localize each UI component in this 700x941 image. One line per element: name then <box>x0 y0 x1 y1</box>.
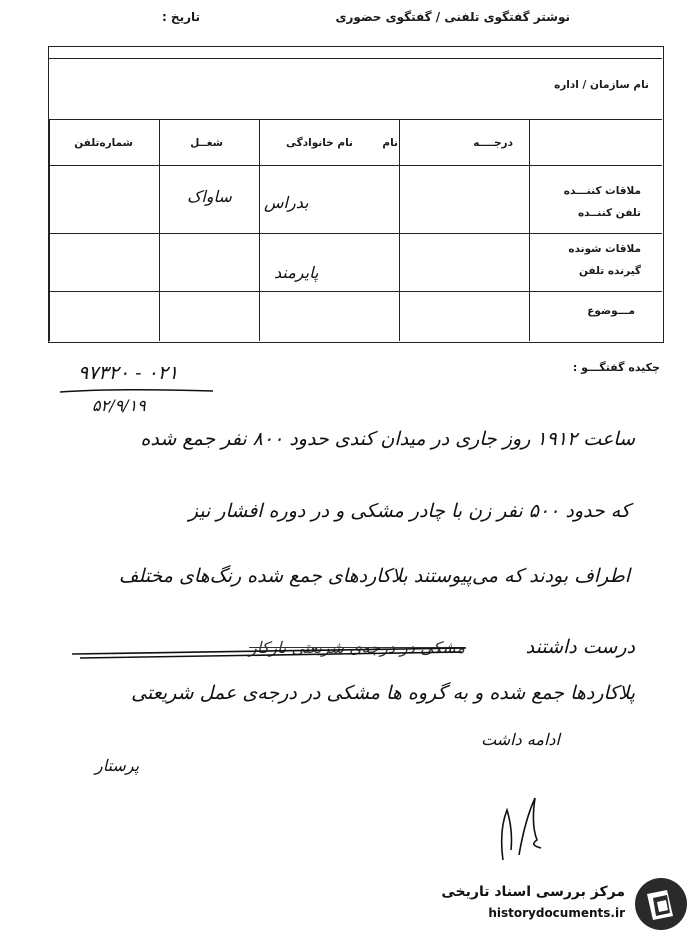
strike-scribble <box>70 640 470 664</box>
row-callee-visitor: ملاقات شونده <box>568 243 641 255</box>
summary-label: چکیده گفتگـــو : <box>572 361 660 374</box>
table-rule <box>259 119 260 341</box>
table-rule <box>49 233 662 234</box>
col-name: نام <box>382 137 398 149</box>
caller-family-entry: بدراس <box>264 193 309 212</box>
date-label: تاریخ : <box>161 10 200 24</box>
struck-text: مشکی در درجه‌ی شریعتی بارکار <box>249 638 465 657</box>
body-line-6: ادامه داشت <box>481 730 560 749</box>
body-line-3: اطراف بودند که می‌پیوستند بلاکاردهای جمع شده رنگ‌های مختلف <box>118 565 630 587</box>
reference-underline <box>58 388 218 396</box>
closing-word: پرستار <box>95 756 140 775</box>
watermark-title: مرکز بررسی اسناد تاریخی <box>441 884 625 900</box>
table-rule <box>529 119 530 341</box>
table-rule <box>159 119 160 341</box>
reference-date: ۵۲/۹/۱۹ <box>92 396 146 415</box>
row-callee-phone: گیرنده تلفن <box>578 265 641 277</box>
col-family: نام خانوادگی <box>286 137 353 149</box>
callee-family-entry: پایرمند <box>274 263 319 282</box>
table-rule <box>49 119 50 341</box>
signature <box>485 790 555 870</box>
table-rule <box>49 58 662 59</box>
archive-logo-icon <box>633 876 689 932</box>
table-rule <box>399 119 400 341</box>
caller-job-entry: ساواک <box>187 187 232 206</box>
form-table <box>48 46 664 343</box>
body-line-1: ساعت ۱۹۱۲ روز جاری در میدان کندی حدود ۸۰۰ نفر جمع شده <box>140 428 635 450</box>
row-subject: مـــوضوع <box>587 305 635 317</box>
form-type-label: نوشتر گفتگوی تلفنی / گفتگوی حضوری <box>335 10 570 24</box>
table-rule <box>49 119 662 120</box>
table-rule <box>49 291 662 292</box>
org-label: نام سازمان / اداره <box>554 79 649 91</box>
reference-number: ۰۲۱ - ۹۷۳۲۰ <box>78 362 179 384</box>
body-line-2: که حدود ۵۰۰ نفر زن با چادر مشکی و در دوره افشار نیز <box>188 500 630 522</box>
col-rank: درجــــه <box>473 137 513 149</box>
body-line-4: درست داشتند <box>525 636 635 658</box>
col-phone: شماره‌تلفن <box>74 137 133 149</box>
row-caller-phone: تلفن کننــده <box>577 207 641 219</box>
body-line-5: پلاکاردها جمع شده و به گروه ها مشکی در درجه‌ی عمل شریعتی <box>131 682 635 704</box>
watermark <box>410 870 695 934</box>
row-caller-visitor: ملاقات کننـــده <box>563 185 641 197</box>
watermark-url: historydocuments.ir <box>488 906 625 920</box>
col-job: شغــل <box>190 137 223 149</box>
table-rule <box>49 165 662 166</box>
